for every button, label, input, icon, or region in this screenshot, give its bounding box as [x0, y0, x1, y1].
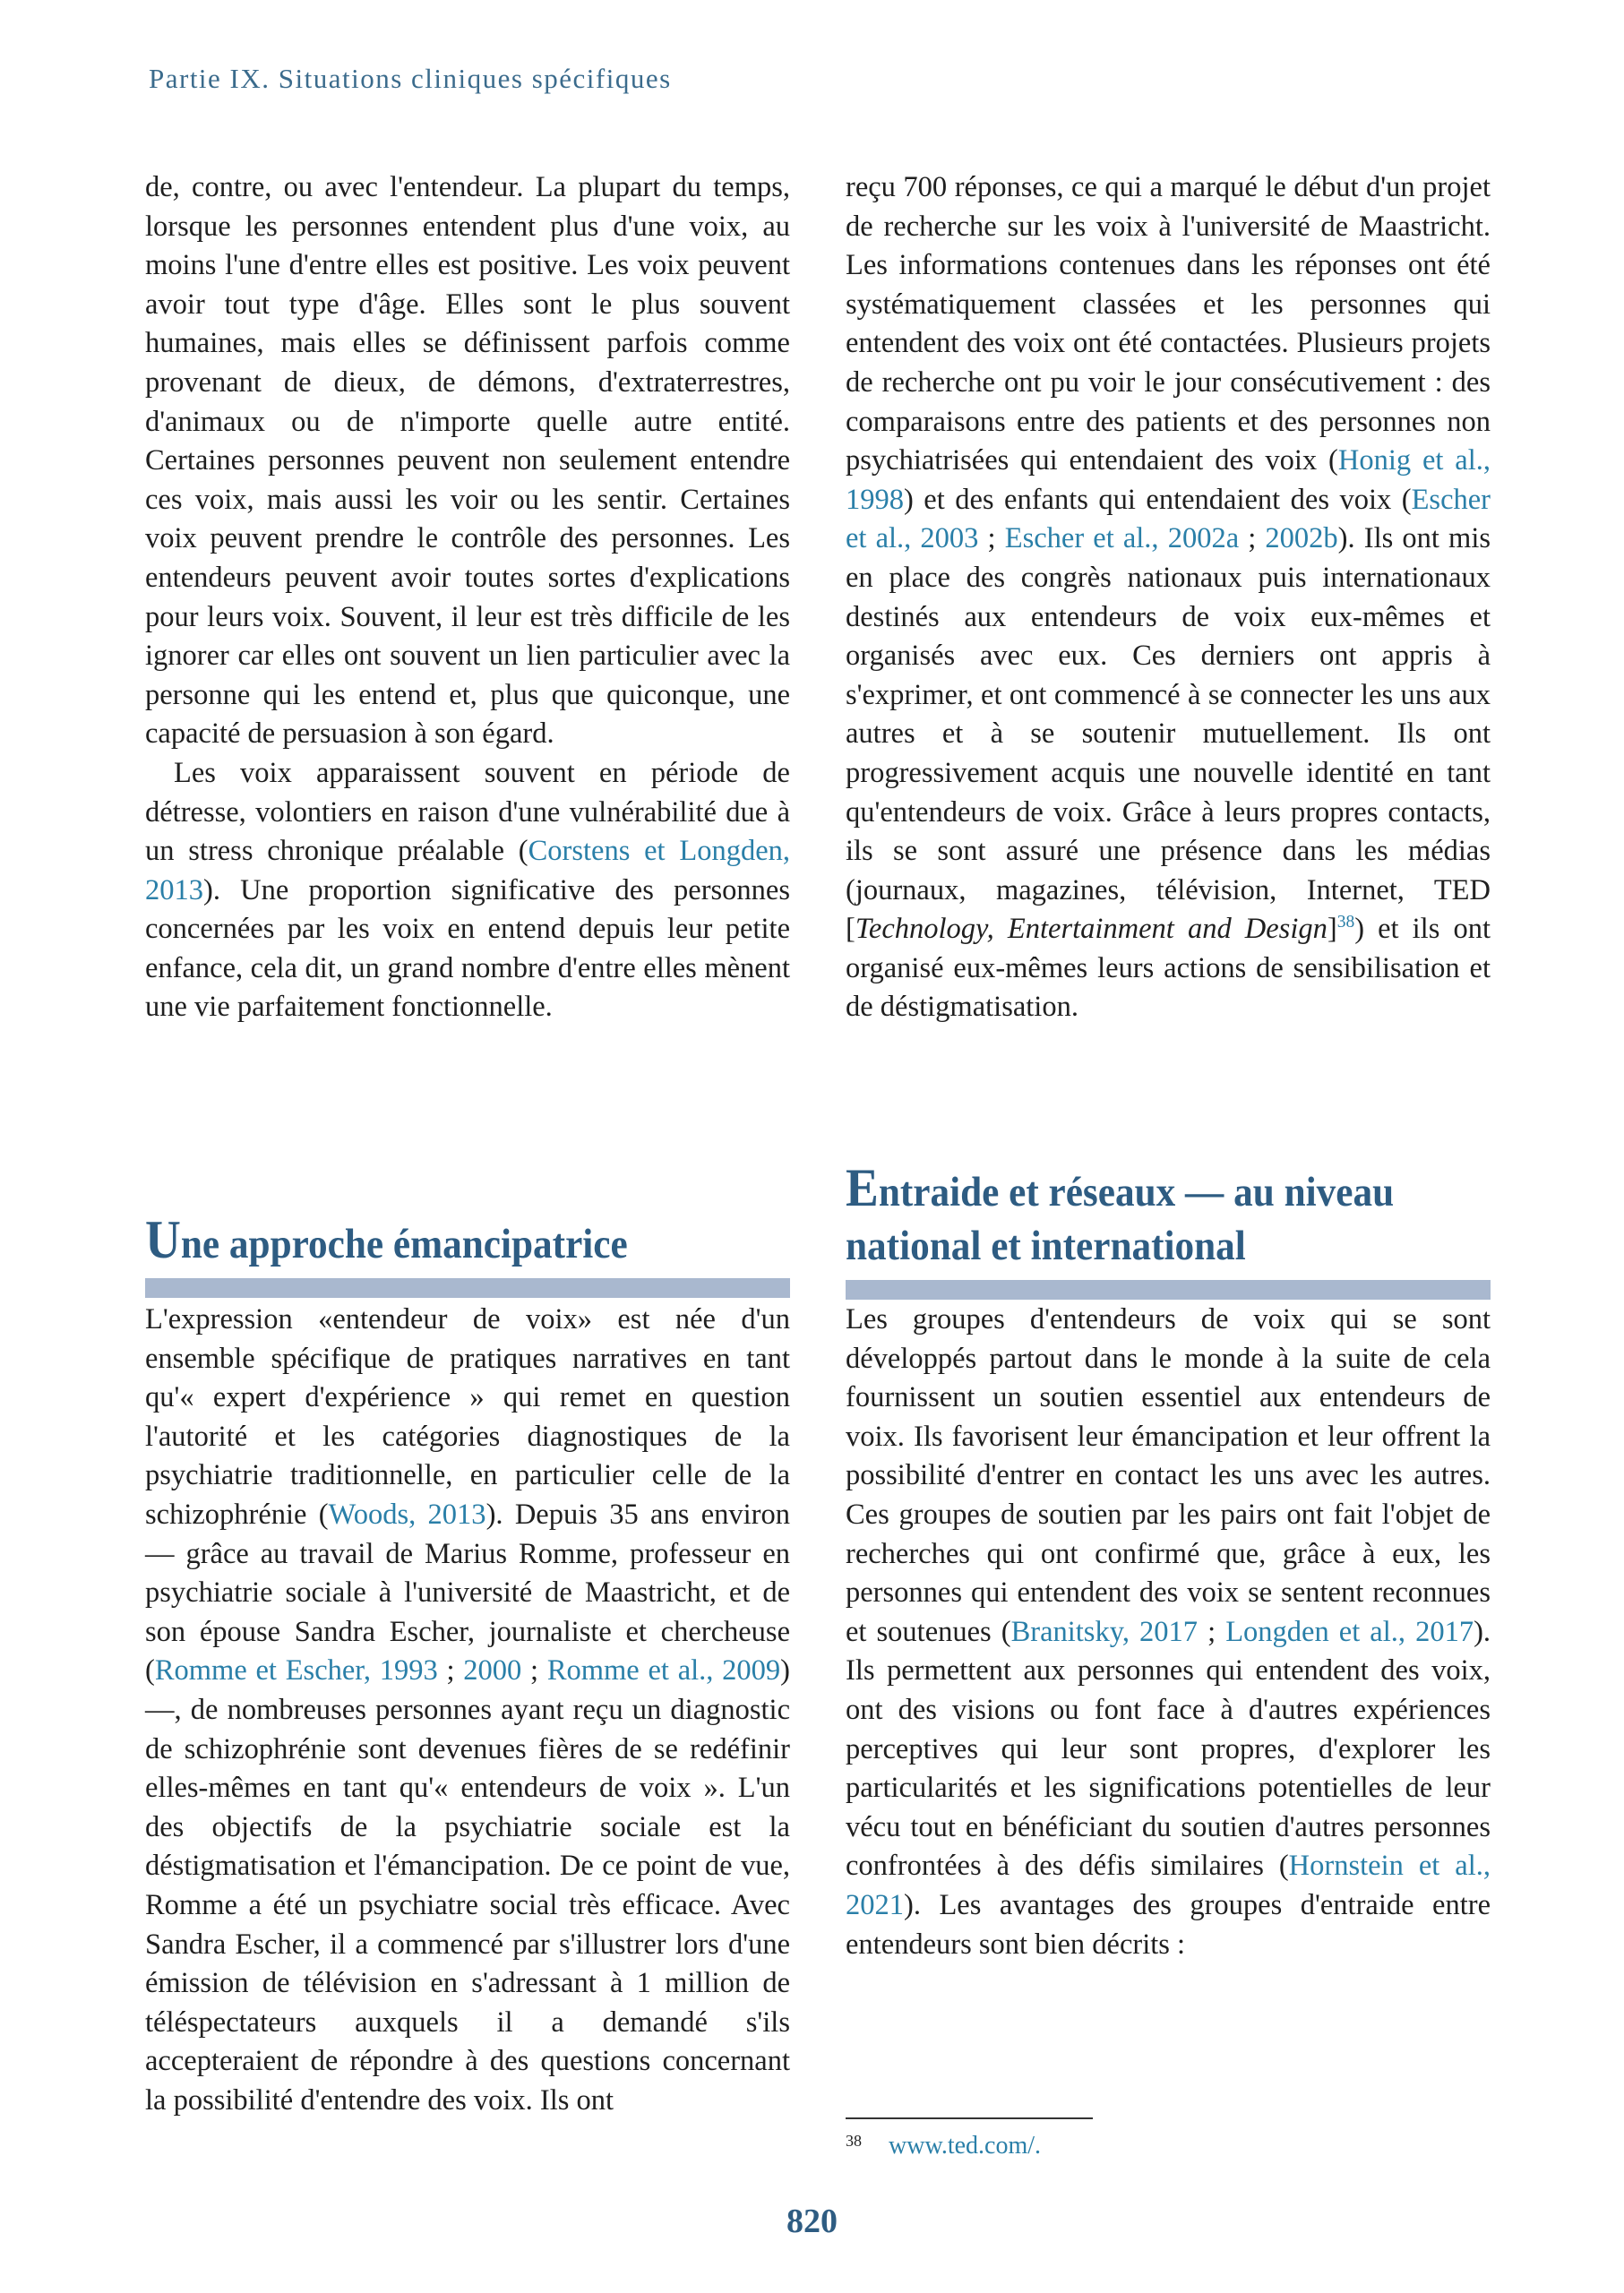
left-column-top [145, 168, 790, 1027]
section-title-text: ne approche émancipatrice [180, 1221, 628, 1267]
section-heading-emancipatrice [145, 1210, 790, 1298]
text-run: ). Une proportion significative des personnes concernées par les voix en entend depuis leur petite enfance, cela dit, un grand nombre d'entre elles mènent une vie parfaitement fonctionnelle. [145, 873, 790, 1024]
paragraph [846, 1301, 1491, 1964]
text-run: ) —, de nombreuses personnes ayant reçu un diagnostic de schizophrénie sont devenues fières de se redéfinir elles-mêmes en tant qu'« entendeurs de voix ». L'un des objectifs de la psychiatrie sociale est la déstigmatisation et l'émancipation. De ce point de vue, Romme a été un psychiatre social très efficace. Avec Sandra Escher, il a commencé par s'illustrer lors d'une émission de télévision en s'adressant à 1 million de téléspectateurs auxquels il a demandé s'ils accepteraient de répondre à des questions concernant la possibilité d'entendre des voix. Ils ont [145, 1654, 790, 2117]
text-run: reçu 700 réponses, ce qui a marqué le début d'un projet de recherche sur les voix à l'université de Maastricht. Les informations contenues dans les réponses ont été systématiquement classées et les personnes qui entendent des voix ont été contactées. Plusieurs projets de recherche ont pu voir le jour consécutivement : des comparaisons entre des patients et des personnes non psychiatrisées qui entendaient des voix ( [846, 171, 1491, 477]
italic-text: Technology, Entertainment and Design [855, 913, 1328, 946]
footnote-ref[interactable]: 38 [1336, 913, 1355, 932]
citation-link[interactable]: Romme et Escher, 1993 [154, 1654, 438, 1688]
citation-link[interactable]: Hornstein et al., 2021 [846, 1850, 1491, 1921]
text-run: ] [1327, 913, 1337, 946]
section-title-text: ntraide et réseaux — au niveau [878, 1169, 1395, 1215]
text-run: ; [437, 1654, 464, 1688]
paragraph [145, 168, 790, 754]
paragraph [145, 1301, 790, 2120]
citation-link[interactable]: Woods, 2013 [328, 1498, 486, 1531]
citation-link[interactable]: Escher et al., 2002a [1004, 522, 1240, 555]
footnote [846, 2132, 1041, 2160]
citation-link[interactable]: Branitsky, 2017 [1010, 1615, 1199, 1648]
section-title [846, 1158, 1439, 1219]
section-title-initial: U [145, 1210, 181, 1269]
text-run: ; [978, 522, 1005, 555]
text-run: ). Ils ont mis en place des congrès nationaux puis internationaux destinés aux entendeurs de voix eux-mêmes et organisés avec eux. Ces derniers ont appris à s'exprimer, et ont commencé à se connecter les uns aux autres et à se soutenir mutuellement. Ils ont progressivement acquis une nouvelle identité en tant qu'entendeurs de voix. Grâce à leurs propres contacts, ils se sont assuré une présence dans les médias (journaux, magazines, télévision, Internet, TED [ [846, 522, 1491, 946]
text-run: Les groupes d'entendeurs de voix qui se sont développés partout dans le monde à la suite de cela fournissent un soutien essentiel aux entendeurs de voix. Ils favorisent leur émancipation et leur offrent la possibilité d'entrer en contact les uns avec les autres. Ces groupes de soutien par les pairs ont fait l'objet de recherches qui ont confirmé que, grâce à eux, les personnes qui entendent des voix se sentent reconnues et soutenues ( [846, 1303, 1491, 1648]
text-run: ). Les avantages des groupes d'entraide entre entendeurs sont bien décrits : [846, 1888, 1491, 1961]
paragraph [846, 168, 1491, 1027]
footnote-separator [846, 2117, 1093, 2119]
running-header: Partie IX. Situations cliniques spécifiques [149, 63, 672, 94]
text-run: de, contre, ou avec l'entendeur. La plupart du temps, lorsque les personnes entendent plus d'une voix, au moins l'une d'entre elles est positive. Les voix peuvent avoir tout type d'âge. Elles sont le plus souvent humaines, mais elles se définissent parfois comme provenant de dieux, de démons, d'extraterrestres, d'animaux ou de n'importe quelle autre entité. Certaines personnes peuvent non seulement entendre ces voix, mais aussi les voir ou les sentir. Certaines voix peuvent prendre le contrôle des personnes. Les entendeurs peuvent avoir toutes sortes d'explications pour leurs voix. Souvent, il leur est très difficile de les ignorer car elles ont souvent un lien particulier avec la personne qui les entend et, plus que quiconque, une capacité de persuasion à son égard. [145, 171, 790, 751]
citation-link[interactable]: 2000 [463, 1654, 522, 1688]
citation-link[interactable]: Honig et al., 1998 [846, 444, 1491, 516]
section-rule [145, 1278, 790, 1298]
right-column-bottom [846, 1301, 1491, 1964]
section-heading-entraide [846, 1158, 1491, 1300]
text-run: ; [1239, 522, 1266, 555]
section-title-initial: E [846, 1158, 879, 1217]
citation-link[interactable]: Corstens et Longden, 2013 [145, 835, 791, 906]
left-column-bottom [145, 1301, 790, 2120]
citation-link[interactable]: Longden et al., 2017 [1225, 1615, 1474, 1648]
text-run: Les voix apparaissent souvent en période de détresse, volontiers en raison d'une vulnérabilité due à un stress chronique préalable ( [145, 756, 790, 868]
citation-link[interactable]: Escher et al., 2003 [846, 483, 1491, 555]
text-run: ). Depuis 35 ans environ — grâce au travail de Marius Romme, professeur en psychiatrie sociale à l'université de Maastricht, et de son épouse Sandra Escher, journaliste et chercheuse ( [145, 1498, 790, 1688]
text-run: ) et des enfants qui entendaient des voix ( [904, 483, 1412, 516]
text-run: ) et ils ont organisé eux-mêmes leurs actions de sensibilisation et de déstigmatisation. [846, 913, 1491, 1024]
citation-link[interactable]: 2002b [1265, 522, 1338, 555]
text-run: ). Ils permettent aux personnes qui entendent des voix, ont des visions ou font face à d'autres expériences perceptives qui leur sont propres, d'explorer les particularités et les significations potentielles de leur vécu tout en bénéficiant du soutien d'autres personnes confrontées à des défis similaires ( [846, 1615, 1491, 1883]
paragraph [145, 754, 790, 1027]
text-run: L'expression «entendeur de voix» est née d'un ensemble spécifique de pratiques narratives en tant qu'« expert d'expérience » qui remet en question l'autorité et les catégories diagnostiques de la psychiatrie traditionnelle, en particulier celle de la schizophrénie ( [145, 1303, 790, 1531]
footnote-number: 38 [846, 2132, 862, 2150]
page-number: 820 [786, 2203, 838, 2240]
citation-link[interactable]: Romme et al., 2009 [546, 1654, 781, 1688]
section-rule [846, 1280, 1491, 1300]
footnote-link[interactable]: www.ted.com/. [889, 2132, 1042, 2160]
text-run: ; [521, 1654, 547, 1688]
text-run: ; [1198, 1615, 1226, 1648]
section-title [145, 1210, 738, 1271]
section-title-line2: national et international [846, 1223, 1246, 1269]
right-column-top [846, 168, 1491, 1027]
